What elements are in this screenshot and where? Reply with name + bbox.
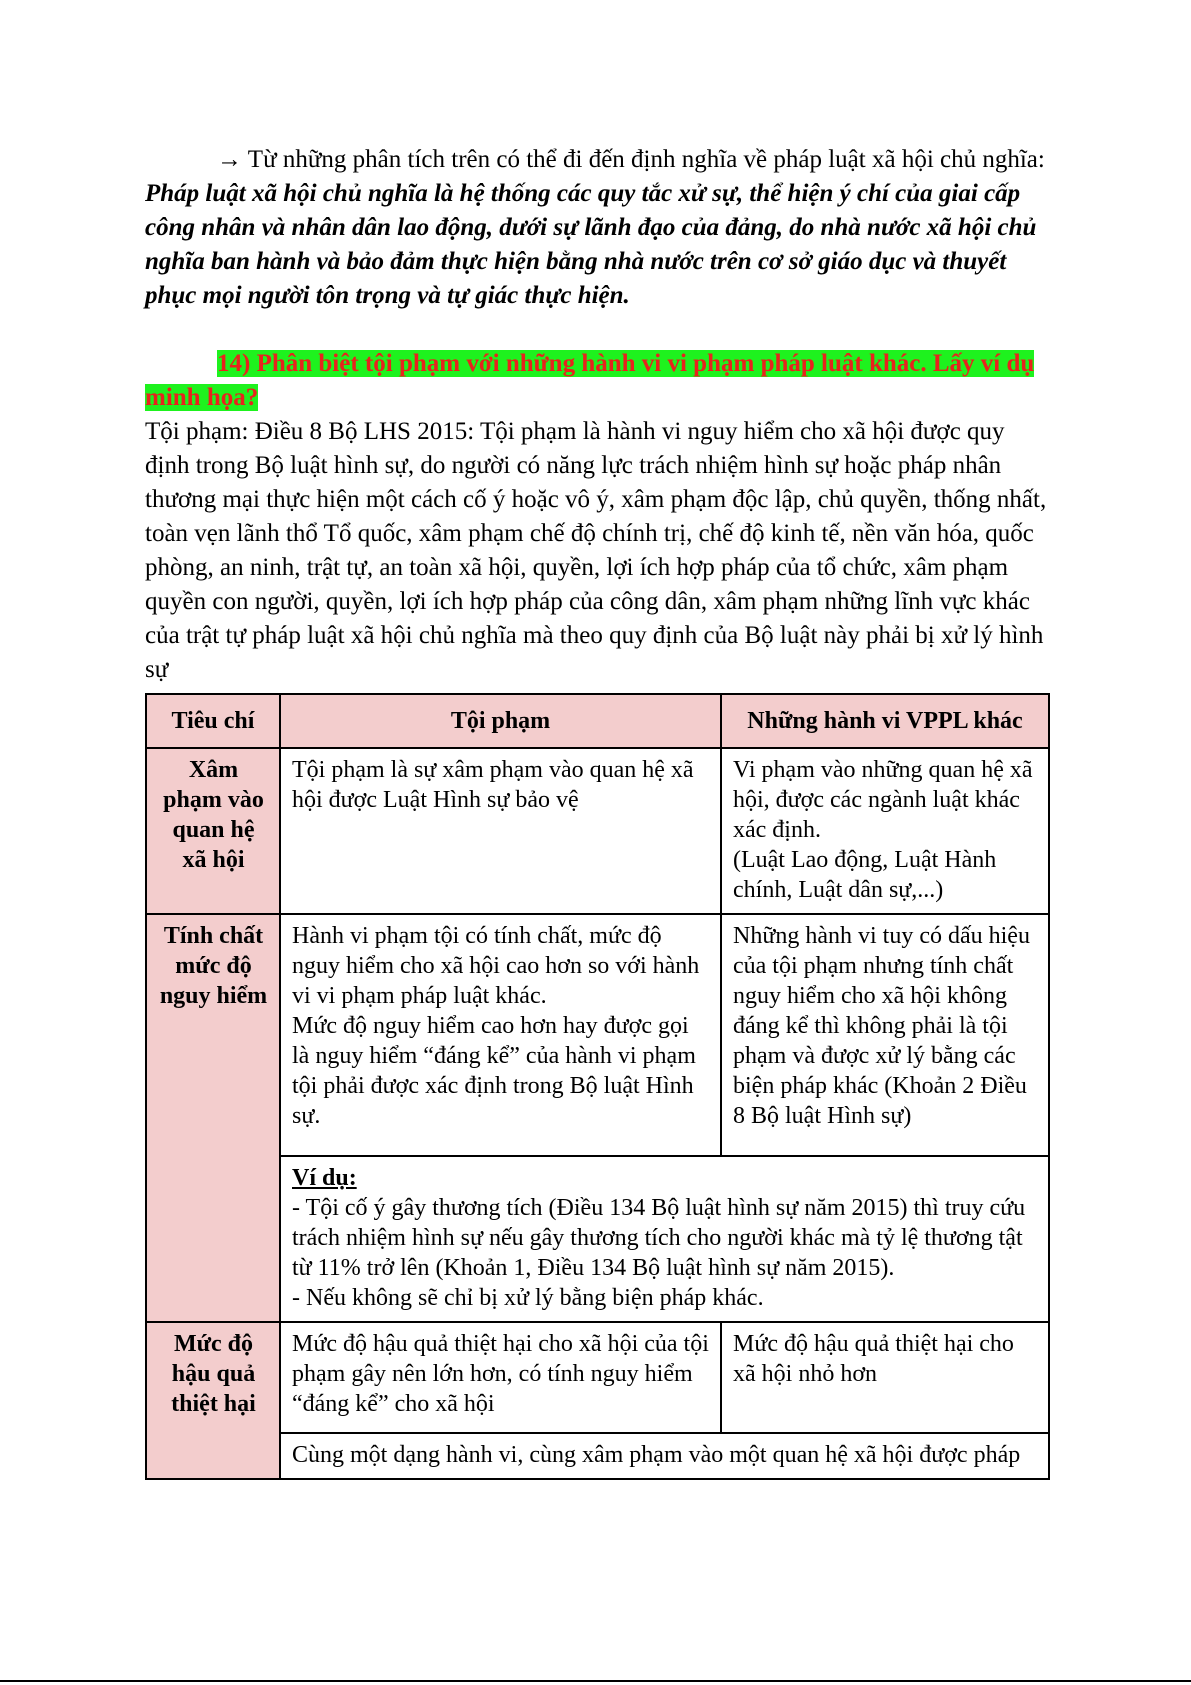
cell-line: (Luật Lao động, Luật Hành chính, Luật dân sự,...) <box>733 847 997 903</box>
crime-cell: Tội phạm là sự xâm phạm vào quan hệ xã hội được Luật Hình sự bảo vệ <box>280 748 721 914</box>
cell-line: Vi phạm vào những quan hệ xã hội, được các ngành luật khác xác định. <box>733 757 1033 843</box>
intro-paragraph <box>145 143 1048 313</box>
note-row <box>146 1433 1049 1479</box>
table-header-row <box>146 694 1049 748</box>
cell-line: Mức độ nguy hiểm cao hơn hay được gọi là nguy hiểm “đáng kể” của hành vi phạm tội phải được xác định trong Bộ luật Hình sự. <box>292 1013 696 1129</box>
other-cell: Mức độ hậu quả thiệt hại cho xã hội nhỏ hơn <box>721 1322 1049 1433</box>
socialist-law-definition: Pháp luật xã hội chủ nghĩa là hệ thống các quy tắc xử sự, thể hiện ý chí của giai cấp công nhân và nhân dân lao động, dưới sự lãnh đạo của đảng, do nhà nước xã hội chủ nghĩa ban hành và bảo đảm thực hiện bằng nhà nước trên cơ sở giáo dục và thuyết phục mọi người tôn trọng và tự giác thực hiện. <box>145 180 1037 309</box>
intro-lead: Từ những phân tích trên có thể đi đến định nghĩa về pháp luật xã hội chủ nghĩa: <box>242 146 1045 173</box>
header-other-violations: Những hành vi VPPL khác <box>721 694 1049 748</box>
example-line: - Nếu không sẽ chỉ bị xử lý bằng biện pháp khác. <box>292 1285 764 1311</box>
criterion-cell: Mức độ hậu quả thiệt hại <box>146 1322 280 1479</box>
crime-cell: Mức độ hậu quả thiệt hại cho xã hội của tội phạm gây nên lớn hơn, có tính nguy hiểm “đáng kể” cho xã hội <box>280 1322 721 1433</box>
question-title: 14) Phân biệt tội phạm với những hành vi vi phạm pháp luật khác. Lấy ví dụ minh họa? <box>145 350 1035 411</box>
comparison-table <box>145 693 1050 1480</box>
other-cell: Những hành vi tuy có dấu hiệu của tội phạm nhưng tính chất nguy hiểm cho xã hội không đáng kể thì không phải là tội phạm và được xử lý bằng các biện pháp khác (Khoản 2 Điều 8 Bộ luật Hình sự) <box>721 914 1049 1156</box>
example-cell <box>280 1156 1049 1322</box>
table-row <box>146 1322 1049 1433</box>
note-cell: Cùng một dạng hành vi, cùng xâm phạm vào một quan hệ xã hội được pháp <box>280 1433 1049 1479</box>
header-criterion: Tiêu chí <box>146 694 280 748</box>
criterion-cell: Xâm phạm vào quan hệ xã hội <box>146 748 280 914</box>
table-row <box>146 748 1049 914</box>
example-title: Ví dụ: <box>292 1165 357 1191</box>
example-line: - Tội cố ý gây thương tích (Điều 134 Bộ luật hình sự năm 2015) thì truy cứu trách nhiệm hình sự nếu gây thương tích cho người khác mà tỷ lệ thương tật từ 11% trở lên (Khoản 1, Điều 134 Bộ luật hình sự năm 2015). <box>292 1195 1026 1281</box>
other-cell <box>721 748 1049 914</box>
crime-definition: Tội phạm: Điều 8 Bộ LHS 2015: Tội phạm là hành vi nguy hiểm cho xã hội được quy định trong Bộ luật hình sự, do người có năng lực trách nhiệm hình sự hoặc pháp nhân thương mại thực hiện một cách cố ý hoặc vô ý, xâm phạm độc lập, chủ quyền, thống nhất, toàn vẹn lãnh thổ Tổ quốc, xâm phạm chế độ chính trị, chế độ kinh tế, nền văn hóa, quốc phòng, an ninh, trật tự, an toàn xã hội, quyền, lợi ích hợp pháp của tổ chức, xâm phạm quyền con người, quyền, lợi ích hợp pháp của công dân, xâm phạm những lĩnh vực khác của trật tự pháp luật xã hội chủ nghĩa mà theo quy định của Bộ luật này phải bị xử lý hình sự <box>145 418 1047 683</box>
table-row <box>146 914 1049 1156</box>
question-heading <box>145 347 1048 415</box>
header-crime: Tội phạm <box>280 694 721 748</box>
arrow-icon: → <box>217 146 242 173</box>
crime-cell <box>280 914 721 1156</box>
criterion-cell: Tính chất mức độ nguy hiểm <box>146 914 280 1322</box>
page-bottom-rule <box>0 1680 1191 1682</box>
cell-line: Hành vi phạm tội có tính chất, mức độ nguy hiểm cho xã hội cao hơn so với hành vi vi phạm pháp luật khác. <box>292 923 700 1009</box>
example-row <box>146 1156 1049 1322</box>
document-body <box>145 143 1048 687</box>
